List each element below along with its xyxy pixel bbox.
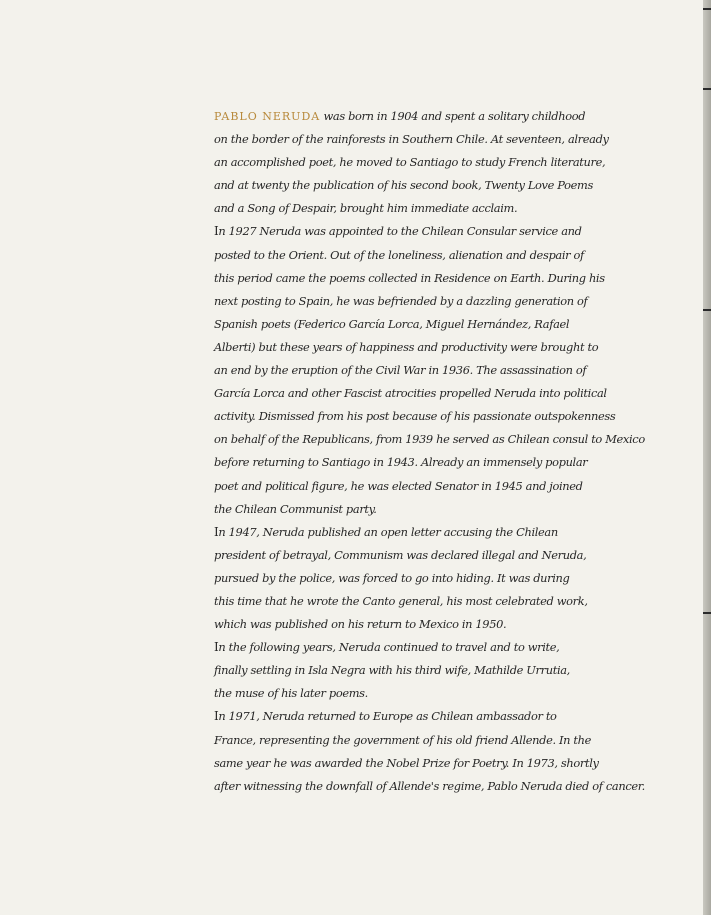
- text-line: and a Song of Despair, brought him immediate acclaim.: [214, 201, 518, 216]
- text-line: France, representing the government of his old friend Allende. In the: [214, 732, 592, 747]
- paragraph-1: [214, 105, 634, 220]
- text-line: In 1971, Neruda returned to Europe as Chilean ambassador to: [214, 709, 557, 724]
- text-line: after witnessing the downfall of Allende's regime, Pablo Neruda died of cancer.: [214, 778, 645, 793]
- edge-mark: [703, 309, 711, 311]
- text-line: Alberti) but these years of happiness and productivity were brought to: [214, 339, 599, 354]
- text-line: before returning to Santiago in 1943. Already an immensely popular: [214, 455, 588, 470]
- text-line: on behalf of the Republicans, from 1939 he served as Chilean consul to Mexico: [214, 432, 645, 447]
- text-line: In 1927 Neruda was appointed to the Chilean Consular service and: [214, 224, 582, 239]
- text-line: In 1947, Neruda published an open letter accusing the Chilean: [214, 524, 558, 539]
- text-line: posted to the Orient. Out of the loneliness, alienation and despair of: [214, 247, 584, 262]
- text-line: next posting to Spain, he was befriended by a dazzling generation of: [214, 293, 588, 308]
- text-line: the muse of his later poems.: [214, 686, 368, 701]
- biography-text: [214, 105, 645, 798]
- text-line: this period came the poems collected in Residence on Earth. During his: [214, 270, 605, 285]
- text-line: president of betrayal, Communism was declared illegal and Neruda,: [214, 547, 587, 562]
- paragraph-initial: I: [214, 709, 219, 724]
- text-line: same year he was awarded the Nobel Prize for Poetry. In 1973, shortly: [214, 755, 599, 770]
- paragraph-5: [214, 705, 645, 797]
- page-edge: [703, 0, 711, 915]
- paragraph-initial: I: [214, 524, 219, 539]
- text-line: and at twenty the publication of his second book, Twenty Love Poems: [214, 178, 593, 193]
- text-line: an accomplished poet, he moved to Santiago to study French literature,: [214, 155, 606, 170]
- paragraph-4: [214, 636, 634, 705]
- text-line: PABLO NERUDA was born in 1904 and spent a solitary childhood: [214, 109, 586, 123]
- text-line: poet and political figure, he was elected Senator in 1945 and joined: [214, 478, 583, 493]
- text-line: the Chilean Communist party.: [214, 501, 377, 516]
- text-line: Spanish poets (Federico García Lorca, Miguel Hernández, Rafael: [214, 316, 570, 331]
- text-line: finally settling in Isla Negra with his third wife, Mathilde Urrutia,: [214, 663, 570, 678]
- author-name: PABLO NERUDA: [214, 110, 321, 123]
- edge-mark: [703, 8, 711, 10]
- text-line: which was published on his return to Mexico in 1950.: [214, 617, 507, 632]
- paragraph-3: [214, 521, 634, 636]
- edge-mark: [703, 612, 711, 614]
- paragraph-2: [214, 220, 645, 520]
- text-line: pursued by the police, was forced to go into hiding. It was during: [214, 570, 570, 585]
- paragraph-initial: I: [214, 640, 219, 655]
- text-line: García Lorca and other Fascist atrocities propelled Neruda into political: [214, 386, 607, 401]
- edge-mark: [703, 88, 711, 90]
- text-line: activity. Dismissed from his post because of his passionate outspokenness: [214, 409, 616, 424]
- text-line: on the border of the rainforests in Southern Chile. At seventeen, already: [214, 132, 609, 147]
- text-line: this time that he wrote the Canto general, his most celebrated work,: [214, 593, 588, 608]
- text-line: In the following years, Neruda continued to travel and to write,: [214, 640, 560, 655]
- text-line: an end by the eruption of the Civil War in 1936. The assassination of: [214, 363, 587, 378]
- paragraph-initial: I: [214, 224, 219, 239]
